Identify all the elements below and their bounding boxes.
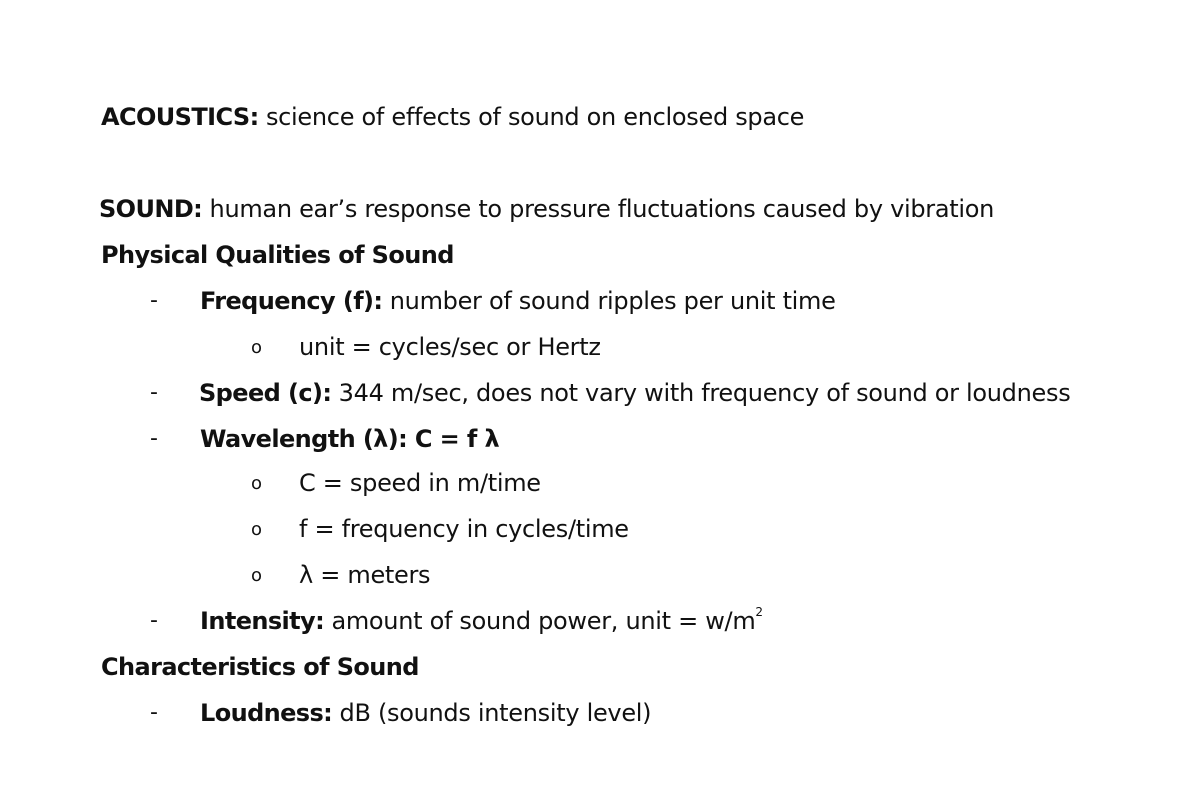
sound-description: human ear’s response to pressure fluctuations caused by vibration — [209, 195, 995, 223]
dash-bullet: - — [150, 426, 158, 451]
speed-item — [199, 378, 1070, 408]
dash-bullet: - — [150, 380, 158, 405]
speed-description: 344 m/sec, does not vary with frequency of sound or loudness — [338, 379, 1071, 407]
circle-bullet: o — [251, 473, 263, 494]
wavelength-frequency-subitem: f = frequency in cycles/time — [299, 515, 629, 543]
sound-definition — [99, 194, 994, 224]
acoustics-definition — [101, 102, 804, 132]
dash-bullet: - — [150, 288, 158, 313]
frequency-unit-subitem: unit = cycles/sec or Hertz — [299, 333, 601, 361]
acoustics-term: ACOUSTICS: — [101, 103, 259, 131]
loudness-term: Loudness: — [200, 699, 333, 727]
circle-bullet: o — [251, 519, 263, 540]
loudness-item — [200, 698, 651, 728]
dash-bullet: - — [150, 608, 158, 633]
intensity-description: amount of sound power, unit = w/m — [331, 607, 756, 635]
wavelength-speed-subitem: C = speed in m/time — [299, 469, 541, 497]
speed-term: Speed (c): — [199, 379, 332, 407]
frequency-term: Frequency (f): — [200, 287, 383, 315]
wavelength-term: Wavelength (λ): C = f λ — [200, 425, 500, 453]
intensity-term: Intensity: — [200, 607, 325, 635]
frequency-item — [200, 286, 836, 316]
intensity-item — [200, 606, 763, 636]
wavelength-meters-subitem: λ = meters — [299, 561, 431, 589]
dash-bullet: - — [150, 700, 158, 725]
circle-bullet: o — [251, 565, 263, 586]
frequency-description: number of sound ripples per unit time — [389, 287, 836, 315]
characteristics-heading: Characteristics of Sound — [101, 653, 419, 681]
loudness-description: dB (sounds intensity level) — [339, 699, 652, 727]
circle-bullet: o — [251, 337, 263, 358]
sound-term: SOUND: — [99, 195, 203, 223]
wavelength-item — [200, 424, 499, 454]
physical-qualities-heading: Physical Qualities of Sound — [101, 241, 454, 269]
intensity-superscript: 2 — [755, 605, 763, 619]
acoustics-description: science of effects of sound on enclosed space — [265, 103, 805, 131]
